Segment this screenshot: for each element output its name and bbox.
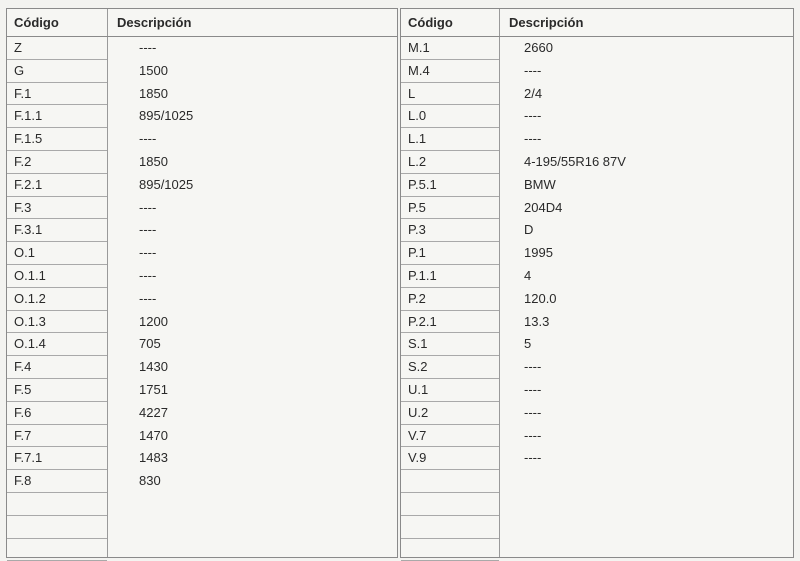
row-description: 895/1025 <box>139 176 194 192</box>
row-code: P.2.1 <box>401 311 499 334</box>
row-code: V.7 <box>401 425 499 448</box>
row-code <box>7 539 107 561</box>
row-description: 4-195/55R16 87V <box>524 153 626 169</box>
row-description: 13.3 <box>524 313 550 329</box>
table-row <box>7 493 397 516</box>
row-code: F.3.1 <box>7 219 107 242</box>
row-code: O.1.2 <box>7 288 107 311</box>
table-row <box>401 219 793 242</box>
table-row <box>7 151 397 174</box>
table-row <box>7 470 397 493</box>
table-row <box>7 539 397 561</box>
row-code: L.0 <box>401 105 499 128</box>
row-code: F.1.5 <box>7 128 107 151</box>
table-row <box>7 83 397 106</box>
table-row <box>7 219 397 242</box>
row-code: S.2 <box>401 356 499 379</box>
table-row <box>401 379 793 402</box>
table-row <box>7 174 397 197</box>
row-description: 1995 <box>524 245 553 261</box>
row-description: ---- <box>139 222 157 238</box>
row-code: U.2 <box>401 402 499 425</box>
row-code: O.1.3 <box>7 311 107 334</box>
table-row <box>401 356 793 379</box>
table-row <box>401 539 793 561</box>
row-description: 1500 <box>139 62 168 78</box>
left-rows <box>7 37 397 561</box>
row-description: 204D4 <box>524 199 563 215</box>
table-row <box>401 493 793 516</box>
row-description: 895/1025 <box>139 108 194 124</box>
table-row <box>401 333 793 356</box>
row-description: ---- <box>139 40 157 55</box>
table-row <box>7 288 397 311</box>
table-row <box>7 265 397 288</box>
row-code: P.3 <box>401 219 499 242</box>
row-code: F.2 <box>7 151 107 174</box>
table-row <box>401 516 793 539</box>
right-rows <box>401 37 793 561</box>
row-code <box>401 516 499 539</box>
table-row <box>7 60 397 83</box>
table-row <box>401 265 793 288</box>
table-row <box>401 83 793 106</box>
row-code: P.5 <box>401 197 499 220</box>
row-code: F.3 <box>7 197 107 220</box>
table-row <box>401 151 793 174</box>
row-code <box>401 493 499 516</box>
table-row <box>7 447 397 470</box>
row-description: ---- <box>139 131 157 147</box>
row-code: F.7 <box>7 425 107 448</box>
row-code: F.7.1 <box>7 447 107 470</box>
right-table <box>400 8 794 558</box>
left-table-header <box>7 9 397 37</box>
row-code <box>401 470 499 493</box>
row-code: L <box>401 83 499 106</box>
table-row <box>401 105 793 128</box>
row-code <box>401 539 499 561</box>
row-description: ---- <box>139 245 157 261</box>
row-code: P.5.1 <box>401 174 499 197</box>
row-description: D <box>524 222 534 238</box>
row-code: M.4 <box>401 60 499 83</box>
table-row <box>7 402 397 425</box>
table-row <box>7 425 397 448</box>
row-code <box>7 493 107 516</box>
row-code: F.2.1 <box>7 174 107 197</box>
row-description: ---- <box>139 290 157 306</box>
row-description: 4227 <box>139 404 168 420</box>
right-table-header <box>401 9 793 37</box>
table-row <box>401 128 793 151</box>
row-description: ---- <box>524 427 542 443</box>
left-table <box>6 8 398 558</box>
row-code: F.5 <box>7 379 107 402</box>
table-row <box>7 242 397 265</box>
row-code: Z <box>7 37 107 60</box>
row-description: ---- <box>139 267 157 283</box>
table-row <box>401 174 793 197</box>
row-code: G <box>7 60 107 83</box>
row-code: M.1 <box>401 37 499 60</box>
table-row <box>7 356 397 379</box>
row-description: ---- <box>524 450 542 466</box>
row-description: 1470 <box>139 427 168 443</box>
row-description: 1850 <box>139 153 168 169</box>
left-desc-header: Descripción <box>117 15 192 30</box>
table-row <box>401 402 793 425</box>
row-code: F.1 <box>7 83 107 106</box>
table-row <box>7 333 397 356</box>
row-code: O.1.4 <box>7 333 107 356</box>
row-code: F.8 <box>7 470 107 493</box>
row-code: U.1 <box>401 379 499 402</box>
row-description: 1751 <box>139 381 168 397</box>
row-code: F.4 <box>7 356 107 379</box>
row-code <box>7 516 107 539</box>
table-row <box>7 379 397 402</box>
row-description: 1430 <box>139 359 168 375</box>
right-code-header: Código <box>408 15 453 30</box>
left-code-header: Código <box>14 15 59 30</box>
row-code: O.1 <box>7 242 107 265</box>
table-row <box>7 105 397 128</box>
row-description: ---- <box>524 108 542 124</box>
table-row <box>7 516 397 539</box>
row-code: L.1 <box>401 128 499 151</box>
row-description: 1200 <box>139 313 168 329</box>
table-row <box>7 37 397 60</box>
row-code: V.9 <box>401 447 499 470</box>
row-description: 2/4 <box>524 85 543 101</box>
row-code: F.1.1 <box>7 105 107 128</box>
row-description: 2660 <box>524 40 553 55</box>
row-description: ---- <box>139 199 157 215</box>
row-description: ---- <box>524 131 542 147</box>
row-description: 1850 <box>139 85 168 101</box>
row-description: ---- <box>524 381 542 397</box>
row-code: P.2 <box>401 288 499 311</box>
row-description: 4 <box>524 267 532 283</box>
row-code: P.1.1 <box>401 265 499 288</box>
table-row <box>401 447 793 470</box>
row-description: 830 <box>139 473 161 489</box>
row-code: P.1 <box>401 242 499 265</box>
row-description: BMW <box>524 176 556 192</box>
table-row <box>7 128 397 151</box>
row-description: ---- <box>524 359 542 375</box>
row-code: L.2 <box>401 151 499 174</box>
table-row <box>401 242 793 265</box>
right-desc-header: Descripción <box>509 15 584 30</box>
table-row <box>401 60 793 83</box>
table-row <box>401 425 793 448</box>
table-row <box>401 197 793 220</box>
table-row <box>7 197 397 220</box>
table-row <box>7 311 397 334</box>
row-description: 120.0 <box>524 290 557 306</box>
table-row <box>401 288 793 311</box>
row-code: S.1 <box>401 333 499 356</box>
row-code: F.6 <box>7 402 107 425</box>
table-row <box>401 311 793 334</box>
table-row <box>401 470 793 493</box>
row-description: 5 <box>524 336 532 352</box>
row-description: ---- <box>524 404 542 420</box>
row-description: ---- <box>524 62 542 78</box>
table-row <box>401 37 793 60</box>
row-code: O.1.1 <box>7 265 107 288</box>
row-description: 705 <box>139 336 161 352</box>
row-description: 1483 <box>139 450 168 466</box>
